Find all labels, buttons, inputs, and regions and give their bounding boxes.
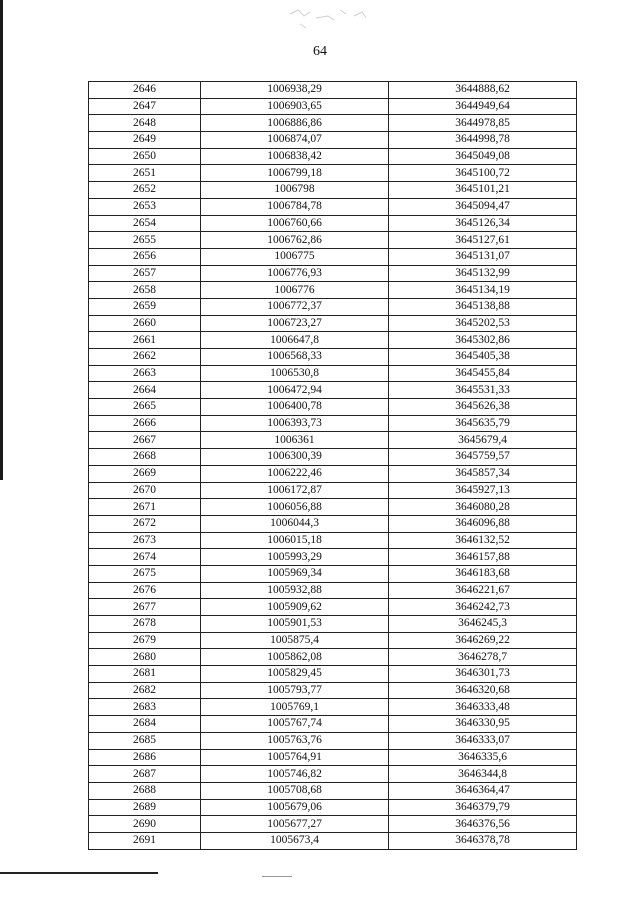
x-coordinate-cell: 1006784,78 <box>201 198 389 215</box>
x-coordinate-cell: 1006874,07 <box>201 132 389 149</box>
y-coordinate-cell: 3645127,61 <box>389 232 577 249</box>
y-coordinate-cell: 3645132,99 <box>389 265 577 282</box>
x-coordinate-cell: 1006568,33 <box>201 349 389 366</box>
point-number-cell: 2668 <box>89 449 201 466</box>
point-number-cell: 2669 <box>89 465 201 482</box>
point-number-cell: 2685 <box>89 732 201 749</box>
table-row <box>89 515 577 532</box>
point-number-cell: 2650 <box>89 148 201 165</box>
table-row <box>89 766 577 783</box>
y-coordinate-cell: 3645049,08 <box>389 148 577 165</box>
table-row <box>89 532 577 549</box>
y-coordinate-cell: 3646330,95 <box>389 716 577 733</box>
y-coordinate-cell: 3645679,4 <box>389 432 577 449</box>
table-row <box>89 132 577 149</box>
y-coordinate-cell: 3646333,07 <box>389 732 577 749</box>
x-coordinate-cell: 1006015,18 <box>201 532 389 549</box>
table-row <box>89 465 577 482</box>
x-coordinate-cell: 1006530,8 <box>201 365 389 382</box>
y-coordinate-cell: 3646157,88 <box>389 549 577 566</box>
x-coordinate-cell: 1006300,39 <box>201 449 389 466</box>
y-coordinate-cell: 3645626,38 <box>389 399 577 416</box>
table-row <box>89 649 577 666</box>
x-coordinate-cell: 1005677,27 <box>201 816 389 833</box>
x-coordinate-cell: 1006775 <box>201 248 389 265</box>
point-number-cell: 2665 <box>89 399 201 416</box>
table-row <box>89 182 577 199</box>
x-coordinate-cell: 1006172,87 <box>201 482 389 499</box>
table-row <box>89 365 577 382</box>
table-row <box>89 482 577 499</box>
scan-smudge-mark <box>270 4 380 34</box>
point-number-cell: 2653 <box>89 198 201 215</box>
y-coordinate-cell: 3646320,68 <box>389 682 577 699</box>
table-row <box>89 666 577 683</box>
table-row <box>89 732 577 749</box>
x-coordinate-cell: 1006056,88 <box>201 499 389 516</box>
x-coordinate-cell: 1005875,4 <box>201 632 389 649</box>
x-coordinate-cell: 1006760,66 <box>201 215 389 232</box>
y-coordinate-cell: 3645405,38 <box>389 349 577 366</box>
y-coordinate-cell: 3644978,85 <box>389 115 577 132</box>
point-number-cell: 2652 <box>89 182 201 199</box>
x-coordinate-cell: 1006044,3 <box>201 515 389 532</box>
point-number-cell: 2679 <box>89 632 201 649</box>
point-number-cell: 2649 <box>89 132 201 149</box>
point-number-cell: 2676 <box>89 582 201 599</box>
point-number-cell: 2684 <box>89 716 201 733</box>
y-coordinate-cell: 3645094,47 <box>389 198 577 215</box>
x-coordinate-cell: 1006762,86 <box>201 232 389 249</box>
x-coordinate-cell: 1005969,34 <box>201 565 389 582</box>
x-coordinate-cell: 1006838,42 <box>201 148 389 165</box>
x-coordinate-cell: 1006222,46 <box>201 465 389 482</box>
point-number-cell: 2672 <box>89 515 201 532</box>
y-coordinate-cell: 3645927,13 <box>389 482 577 499</box>
point-number-cell: 2682 <box>89 682 201 699</box>
point-number-cell: 2663 <box>89 365 201 382</box>
y-coordinate-cell: 3645302,86 <box>389 332 577 349</box>
point-number-cell: 2657 <box>89 265 201 282</box>
table-row <box>89 449 577 466</box>
table-row <box>89 349 577 366</box>
y-coordinate-cell: 3646301,73 <box>389 666 577 683</box>
x-coordinate-cell: 1006393,73 <box>201 415 389 432</box>
x-coordinate-cell: 1006361 <box>201 432 389 449</box>
y-coordinate-cell: 3645857,34 <box>389 465 577 482</box>
point-number-cell: 2686 <box>89 749 201 766</box>
y-coordinate-cell: 3646364,47 <box>389 782 577 799</box>
point-number-cell: 2661 <box>89 332 201 349</box>
x-coordinate-cell: 1005746,82 <box>201 766 389 783</box>
table-row <box>89 832 577 849</box>
y-coordinate-cell: 3645455,84 <box>389 365 577 382</box>
point-number-cell: 2654 <box>89 215 201 232</box>
coordinates-table <box>88 81 577 850</box>
point-number-cell: 2674 <box>89 549 201 566</box>
y-coordinate-cell: 3646278,7 <box>389 649 577 666</box>
point-number-cell: 2648 <box>89 115 201 132</box>
y-coordinate-cell: 3645126,34 <box>389 215 577 232</box>
y-coordinate-cell: 3646333,48 <box>389 699 577 716</box>
y-coordinate-cell: 3645759,57 <box>389 449 577 466</box>
x-coordinate-cell: 1006799,18 <box>201 165 389 182</box>
table-row <box>89 749 577 766</box>
scan-edge-bar <box>0 0 3 480</box>
y-coordinate-cell: 3645202,53 <box>389 315 577 332</box>
table-row <box>89 282 577 299</box>
point-number-cell: 2647 <box>89 98 201 115</box>
y-coordinate-cell: 3645131,07 <box>389 248 577 265</box>
y-coordinate-cell: 3646378,78 <box>389 832 577 849</box>
x-coordinate-cell: 1006400,78 <box>201 399 389 416</box>
x-coordinate-cell: 1005673,4 <box>201 832 389 849</box>
table-row <box>89 315 577 332</box>
y-coordinate-cell: 3644998,78 <box>389 132 577 149</box>
table-row <box>89 549 577 566</box>
x-coordinate-cell: 1006798 <box>201 182 389 199</box>
footer-rule <box>0 872 158 874</box>
x-coordinate-cell: 1006886,86 <box>201 115 389 132</box>
table-row <box>89 198 577 215</box>
point-number-cell: 2651 <box>89 165 201 182</box>
table-row <box>89 382 577 399</box>
point-number-cell: 2687 <box>89 766 201 783</box>
x-coordinate-cell: 1006776 <box>201 282 389 299</box>
table-row <box>89 165 577 182</box>
point-number-cell: 2688 <box>89 782 201 799</box>
x-coordinate-cell: 1005679,06 <box>201 799 389 816</box>
table-row <box>89 432 577 449</box>
table-row <box>89 82 577 99</box>
point-number-cell: 2667 <box>89 432 201 449</box>
x-coordinate-cell: 1005862,08 <box>201 649 389 666</box>
point-number-cell: 2656 <box>89 248 201 265</box>
x-coordinate-cell: 1005993,29 <box>201 549 389 566</box>
point-number-cell: 2670 <box>89 482 201 499</box>
y-coordinate-cell: 3646242,73 <box>389 599 577 616</box>
point-number-cell: 2671 <box>89 499 201 516</box>
y-coordinate-cell: 3645635,79 <box>389 415 577 432</box>
table-row <box>89 399 577 416</box>
y-coordinate-cell: 3644949,64 <box>389 98 577 115</box>
table-row <box>89 699 577 716</box>
table-row <box>89 632 577 649</box>
table-row <box>89 148 577 165</box>
point-number-cell: 2658 <box>89 282 201 299</box>
y-coordinate-cell: 3646183,68 <box>389 565 577 582</box>
point-number-cell: 2673 <box>89 532 201 549</box>
x-coordinate-cell: 1005767,74 <box>201 716 389 733</box>
table-row <box>89 415 577 432</box>
table-row <box>89 716 577 733</box>
point-number-cell: 2675 <box>89 565 201 582</box>
table-row <box>89 248 577 265</box>
table-body <box>89 82 577 850</box>
table-row <box>89 782 577 799</box>
table-row <box>89 332 577 349</box>
table-row <box>89 816 577 833</box>
point-number-cell: 2662 <box>89 349 201 366</box>
point-number-cell: 2691 <box>89 832 201 849</box>
table-row <box>89 582 577 599</box>
y-coordinate-cell: 3646335,6 <box>389 749 577 766</box>
point-number-cell: 2678 <box>89 616 201 633</box>
x-coordinate-cell: 1006772,37 <box>201 298 389 315</box>
x-coordinate-cell: 1005932,88 <box>201 582 389 599</box>
y-coordinate-cell: 3645100,72 <box>389 165 577 182</box>
y-coordinate-cell: 3645101,21 <box>389 182 577 199</box>
y-coordinate-cell: 3646379,79 <box>389 799 577 816</box>
y-coordinate-cell: 3645138,88 <box>389 298 577 315</box>
table-row <box>89 799 577 816</box>
table-row <box>89 599 577 616</box>
x-coordinate-cell: 1006647,8 <box>201 332 389 349</box>
table-row <box>89 682 577 699</box>
y-coordinate-cell: 3646245,3 <box>389 616 577 633</box>
x-coordinate-cell: 1005909,62 <box>201 599 389 616</box>
page-number: 64 <box>313 44 327 59</box>
point-number-cell: 2664 <box>89 382 201 399</box>
y-coordinate-cell: 3646080,28 <box>389 499 577 516</box>
point-number-cell: 2655 <box>89 232 201 249</box>
y-coordinate-cell: 3646269,22 <box>389 632 577 649</box>
point-number-cell: 2660 <box>89 315 201 332</box>
footer-mark <box>262 876 292 877</box>
x-coordinate-cell: 1006723,27 <box>201 315 389 332</box>
y-coordinate-cell: 3646132,52 <box>389 532 577 549</box>
x-coordinate-cell: 1006776,93 <box>201 265 389 282</box>
table-row <box>89 232 577 249</box>
x-coordinate-cell: 1005793,77 <box>201 682 389 699</box>
y-coordinate-cell: 3645531,33 <box>389 382 577 399</box>
point-number-cell: 2690 <box>89 816 201 833</box>
table-row <box>89 616 577 633</box>
table-row <box>89 499 577 516</box>
y-coordinate-cell: 3644888,62 <box>389 82 577 99</box>
point-number-cell: 2683 <box>89 699 201 716</box>
y-coordinate-cell: 3646376,56 <box>389 816 577 833</box>
y-coordinate-cell: 3646096,88 <box>389 515 577 532</box>
table-row <box>89 115 577 132</box>
x-coordinate-cell: 1005901,53 <box>201 616 389 633</box>
x-coordinate-cell: 1005708,68 <box>201 782 389 799</box>
table-row <box>89 98 577 115</box>
y-coordinate-cell: 3646221,67 <box>389 582 577 599</box>
point-number-cell: 2680 <box>89 649 201 666</box>
point-number-cell: 2646 <box>89 82 201 99</box>
x-coordinate-cell: 1005763,76 <box>201 732 389 749</box>
x-coordinate-cell: 1006938,29 <box>201 82 389 99</box>
x-coordinate-cell: 1005764,91 <box>201 749 389 766</box>
y-coordinate-cell: 3646344,8 <box>389 766 577 783</box>
point-number-cell: 2677 <box>89 599 201 616</box>
x-coordinate-cell: 1005829,45 <box>201 666 389 683</box>
x-coordinate-cell: 1006903,65 <box>201 98 389 115</box>
table-row <box>89 265 577 282</box>
y-coordinate-cell: 3645134,19 <box>389 282 577 299</box>
point-number-cell: 2659 <box>89 298 201 315</box>
point-number-cell: 2681 <box>89 666 201 683</box>
point-number-cell: 2689 <box>89 799 201 816</box>
table-row <box>89 565 577 582</box>
x-coordinate-cell: 1005769,1 <box>201 699 389 716</box>
x-coordinate-cell: 1006472,94 <box>201 382 389 399</box>
table-row <box>89 298 577 315</box>
table-row <box>89 215 577 232</box>
point-number-cell: 2666 <box>89 415 201 432</box>
